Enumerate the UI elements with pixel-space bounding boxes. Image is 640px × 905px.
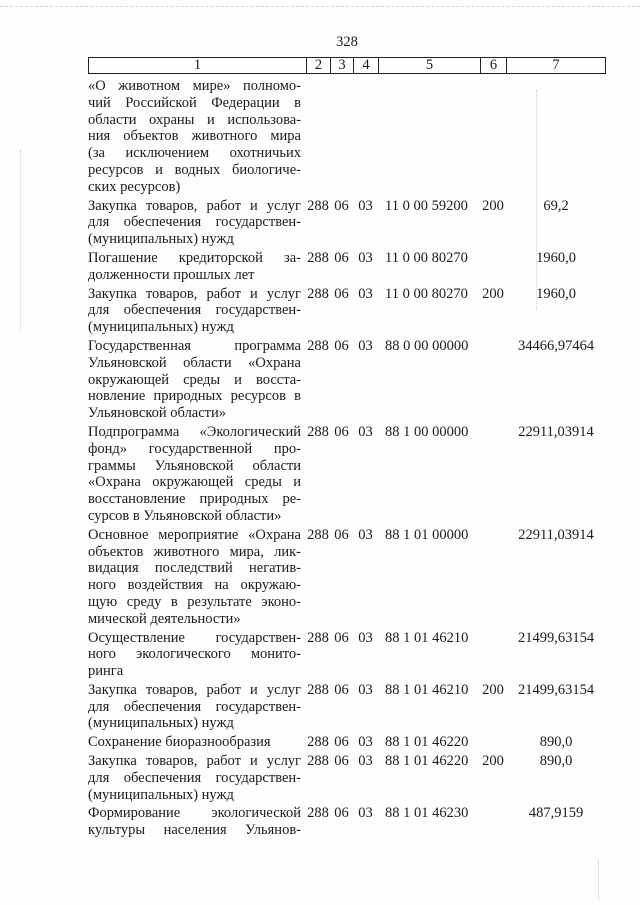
expense-type-cell: [480, 805, 506, 839]
name-cell: [88, 527, 306, 628]
section-code-cell: 06: [334, 734, 349, 751]
ministry-code-cell: 288: [307, 681, 329, 698]
table-row: [88, 753, 606, 805]
name-line: ного экологического монито-: [88, 646, 301, 663]
name-cell: [88, 805, 306, 839]
name-line: для обеспечения государствен-: [88, 769, 301, 786]
name-line: Закупка товаров, работ и услуг: [88, 681, 301, 698]
amount-cell: 487,9159: [528, 805, 584, 822]
target-article-cell: 88 1 01 46220: [385, 753, 469, 770]
table-row: [88, 78, 606, 198]
table-row: [88, 805, 606, 841]
name-line: Сохранение биоразнообразия: [88, 734, 271, 751]
name-line: для обеспечения государствен-: [88, 214, 301, 231]
section-code-cell: 06: [334, 526, 349, 543]
name-cell: [88, 338, 306, 422]
header-col-5: 5: [378, 57, 480, 74]
amount-cell: 890,0: [539, 753, 573, 770]
name-line: граммы Ульяновской области: [88, 457, 301, 474]
name-line: (муниципальных) нужд: [88, 786, 234, 803]
target-article-cell: 88 1 01 00000: [385, 526, 469, 543]
amount-cell: 890,0: [539, 734, 573, 751]
name-line: новление природных ресурсов в: [88, 388, 301, 405]
name-cell: [88, 250, 306, 284]
name-line: (муниципальных) нужд: [88, 319, 234, 336]
expense-type-cell: [480, 250, 506, 284]
name-line: Закупка товаров, работ и услуг: [88, 197, 301, 214]
target-article-cell: [378, 78, 480, 196]
name-line: ринга: [88, 663, 124, 680]
target-article-cell: 88 1 00 00000: [385, 423, 469, 440]
amount-cell: 1960,0: [536, 249, 576, 266]
name-line: для обеспечения государствен-: [88, 302, 301, 319]
name-line: Погашение кредиторской за-: [88, 249, 301, 266]
ministry-code-cell: 288: [307, 753, 329, 770]
name-line: ного воздействия на окружаю-: [88, 577, 301, 594]
header-col-4: 4: [353, 57, 378, 74]
name-line: ния объектов животного мира: [88, 128, 301, 145]
name-cell: [88, 78, 306, 196]
expense-type-cell: 200: [482, 285, 504, 302]
subsection-code-cell: 03: [358, 285, 373, 302]
header-col-3: 3: [330, 57, 353, 74]
name-line: чий Российской Федерации в: [88, 94, 301, 111]
name-line: восстановление природных ре-: [88, 491, 301, 508]
subsection-code-cell: 03: [358, 197, 373, 214]
ministry-code-cell: 288: [307, 734, 329, 751]
amount-cell: 69,2: [543, 197, 569, 214]
section-code-cell: 06: [334, 285, 349, 302]
name-cell: [88, 682, 306, 732]
header-col-1: 1: [88, 57, 306, 74]
ministry-code-cell: 288: [307, 629, 329, 646]
section-code-cell: 06: [334, 805, 349, 822]
header-col-6: 6: [480, 57, 506, 74]
subsection-code-cell: 03: [358, 337, 373, 354]
name-line: ских ресурсов): [88, 178, 181, 195]
name-cell: [88, 286, 306, 336]
scan-artifact-top: [0, 6, 640, 7]
name-cell: [88, 753, 306, 803]
section-code-cell: 06: [334, 753, 349, 770]
subsection-code-cell: 03: [358, 629, 373, 646]
header-col-7: 7: [506, 57, 606, 74]
name-line: сурсов в Ульяновской области»: [88, 507, 282, 524]
subsection-code-cell: 03: [358, 249, 373, 266]
name-line: объектов животного мира, лик-: [88, 543, 301, 560]
target-article-cell: 11 0 00 59200: [385, 197, 468, 214]
expense-type-cell: 200: [482, 753, 504, 770]
table-row: [88, 286, 606, 338]
section-code-cell: 06: [334, 629, 349, 646]
name-line: Закупка товаров, работ и услуг: [88, 753, 301, 770]
subsection-code-cell: 03: [358, 526, 373, 543]
subsection-code-cell: 03: [358, 423, 373, 440]
name-line: Формирование экологической: [88, 805, 301, 822]
ministry-code-cell: 288: [307, 285, 329, 302]
scan-artifact-left: [20, 150, 21, 330]
name-line: Основное мероприятие «Охрана: [88, 526, 301, 543]
target-article-cell: 11 0 00 80270: [385, 249, 468, 266]
table-body: [88, 78, 606, 841]
table-row: [88, 338, 606, 424]
name-line: щую среду в результате эконо-: [88, 593, 301, 610]
name-cell: [88, 630, 306, 680]
expense-type-cell: [480, 424, 506, 525]
section-code-cell: 06: [334, 197, 349, 214]
expense-type-cell: 200: [482, 197, 504, 214]
ministry-code-cell: 288: [307, 337, 329, 354]
name-line: Ульяновской области»: [88, 405, 227, 422]
amount-cell: 21499,63154: [517, 629, 595, 646]
subsection-code-cell: 03: [358, 805, 373, 822]
name-line: Подпрограмма «Экологический: [88, 423, 301, 440]
expense-type-cell: 200: [482, 681, 504, 698]
section-code-cell: [330, 78, 353, 196]
name-line: (муниципальных) нужд: [88, 231, 234, 248]
amount-cell: 22911,03914: [518, 423, 594, 440]
header-col-2: 2: [306, 57, 330, 74]
name-line: области охраны и использова-: [88, 111, 301, 128]
table-row: [88, 630, 606, 682]
subsection-code-cell: 03: [358, 681, 373, 698]
target-article-cell: 11 0 00 80270: [385, 285, 468, 302]
subsection-code-cell: 03: [358, 753, 373, 770]
name-line: для обеспечения государствен-: [88, 698, 301, 715]
target-article-cell: 88 1 01 46210: [385, 681, 469, 698]
name-line: долженности прошлых лет: [88, 266, 255, 283]
name-line: Осуществление государствен-: [88, 629, 301, 646]
amount-cell: 1960,0: [536, 285, 576, 302]
name-line: «Охрана окружающей среды и: [88, 474, 301, 491]
name-line: фонд» государственной про-: [88, 440, 301, 457]
scan-artifact-bottom: [598, 860, 599, 900]
subsection-code-cell: [353, 78, 378, 196]
expense-type-cell: [480, 734, 506, 751]
subsection-code-cell: 03: [358, 734, 373, 751]
table-row: [88, 250, 606, 286]
name-line: Государственная программа: [88, 337, 301, 354]
name-line: мической деятельности»: [88, 610, 241, 627]
ministry-code-cell: 288: [307, 805, 329, 822]
name-line: окружающей среды и восста-: [88, 371, 301, 388]
section-code-cell: 06: [334, 423, 349, 440]
name-line: «О животном мире» полномо-: [88, 78, 301, 94]
expense-type-cell: [480, 338, 506, 422]
target-article-cell: 88 1 01 46210: [385, 629, 469, 646]
name-cell: [88, 734, 306, 751]
name-cell: [88, 198, 306, 248]
expense-type-cell: [480, 630, 506, 680]
section-code-cell: 06: [334, 337, 349, 354]
name-line: Ульяновской области «Охрана: [88, 354, 301, 371]
amount-cell: 21499,63154: [517, 681, 595, 698]
name-line: культуры населения Ульянов-: [88, 822, 301, 839]
ministry-code-cell: 288: [307, 423, 329, 440]
name-cell: [88, 424, 306, 525]
page-number: 328: [336, 34, 358, 50]
expense-type-cell: [480, 527, 506, 628]
name-line: (муниципальных) нужд: [88, 715, 234, 732]
target-article-cell: 88 0 00 00000: [385, 337, 469, 354]
table-row: [88, 527, 606, 630]
section-code-cell: 06: [334, 249, 349, 266]
name-line: ресурсов и водных биологиче-: [88, 161, 301, 178]
table-row: [88, 198, 606, 250]
target-article-cell: 88 1 01 46220: [385, 734, 469, 751]
expense-type-cell: [480, 78, 506, 196]
ministry-code-cell: [306, 78, 330, 196]
name-line: (за исключением охотничьих: [88, 145, 301, 162]
table-row: [88, 682, 606, 734]
table-header: [88, 57, 606, 74]
name-line: видация последствий негатив-: [88, 560, 301, 577]
ministry-code-cell: 288: [307, 526, 329, 543]
name-line: Закупка товаров, работ и услуг: [88, 285, 301, 302]
ministry-code-cell: 288: [307, 249, 329, 266]
table-row: [88, 734, 606, 753]
section-code-cell: 06: [334, 681, 349, 698]
amount-cell: [506, 78, 606, 196]
target-article-cell: 88 1 01 46230: [385, 805, 469, 822]
ministry-code-cell: 288: [307, 197, 329, 214]
amount-cell: 22911,03914: [518, 526, 594, 543]
amount-cell: 34466,97464: [517, 337, 595, 354]
table-row: [88, 424, 606, 527]
